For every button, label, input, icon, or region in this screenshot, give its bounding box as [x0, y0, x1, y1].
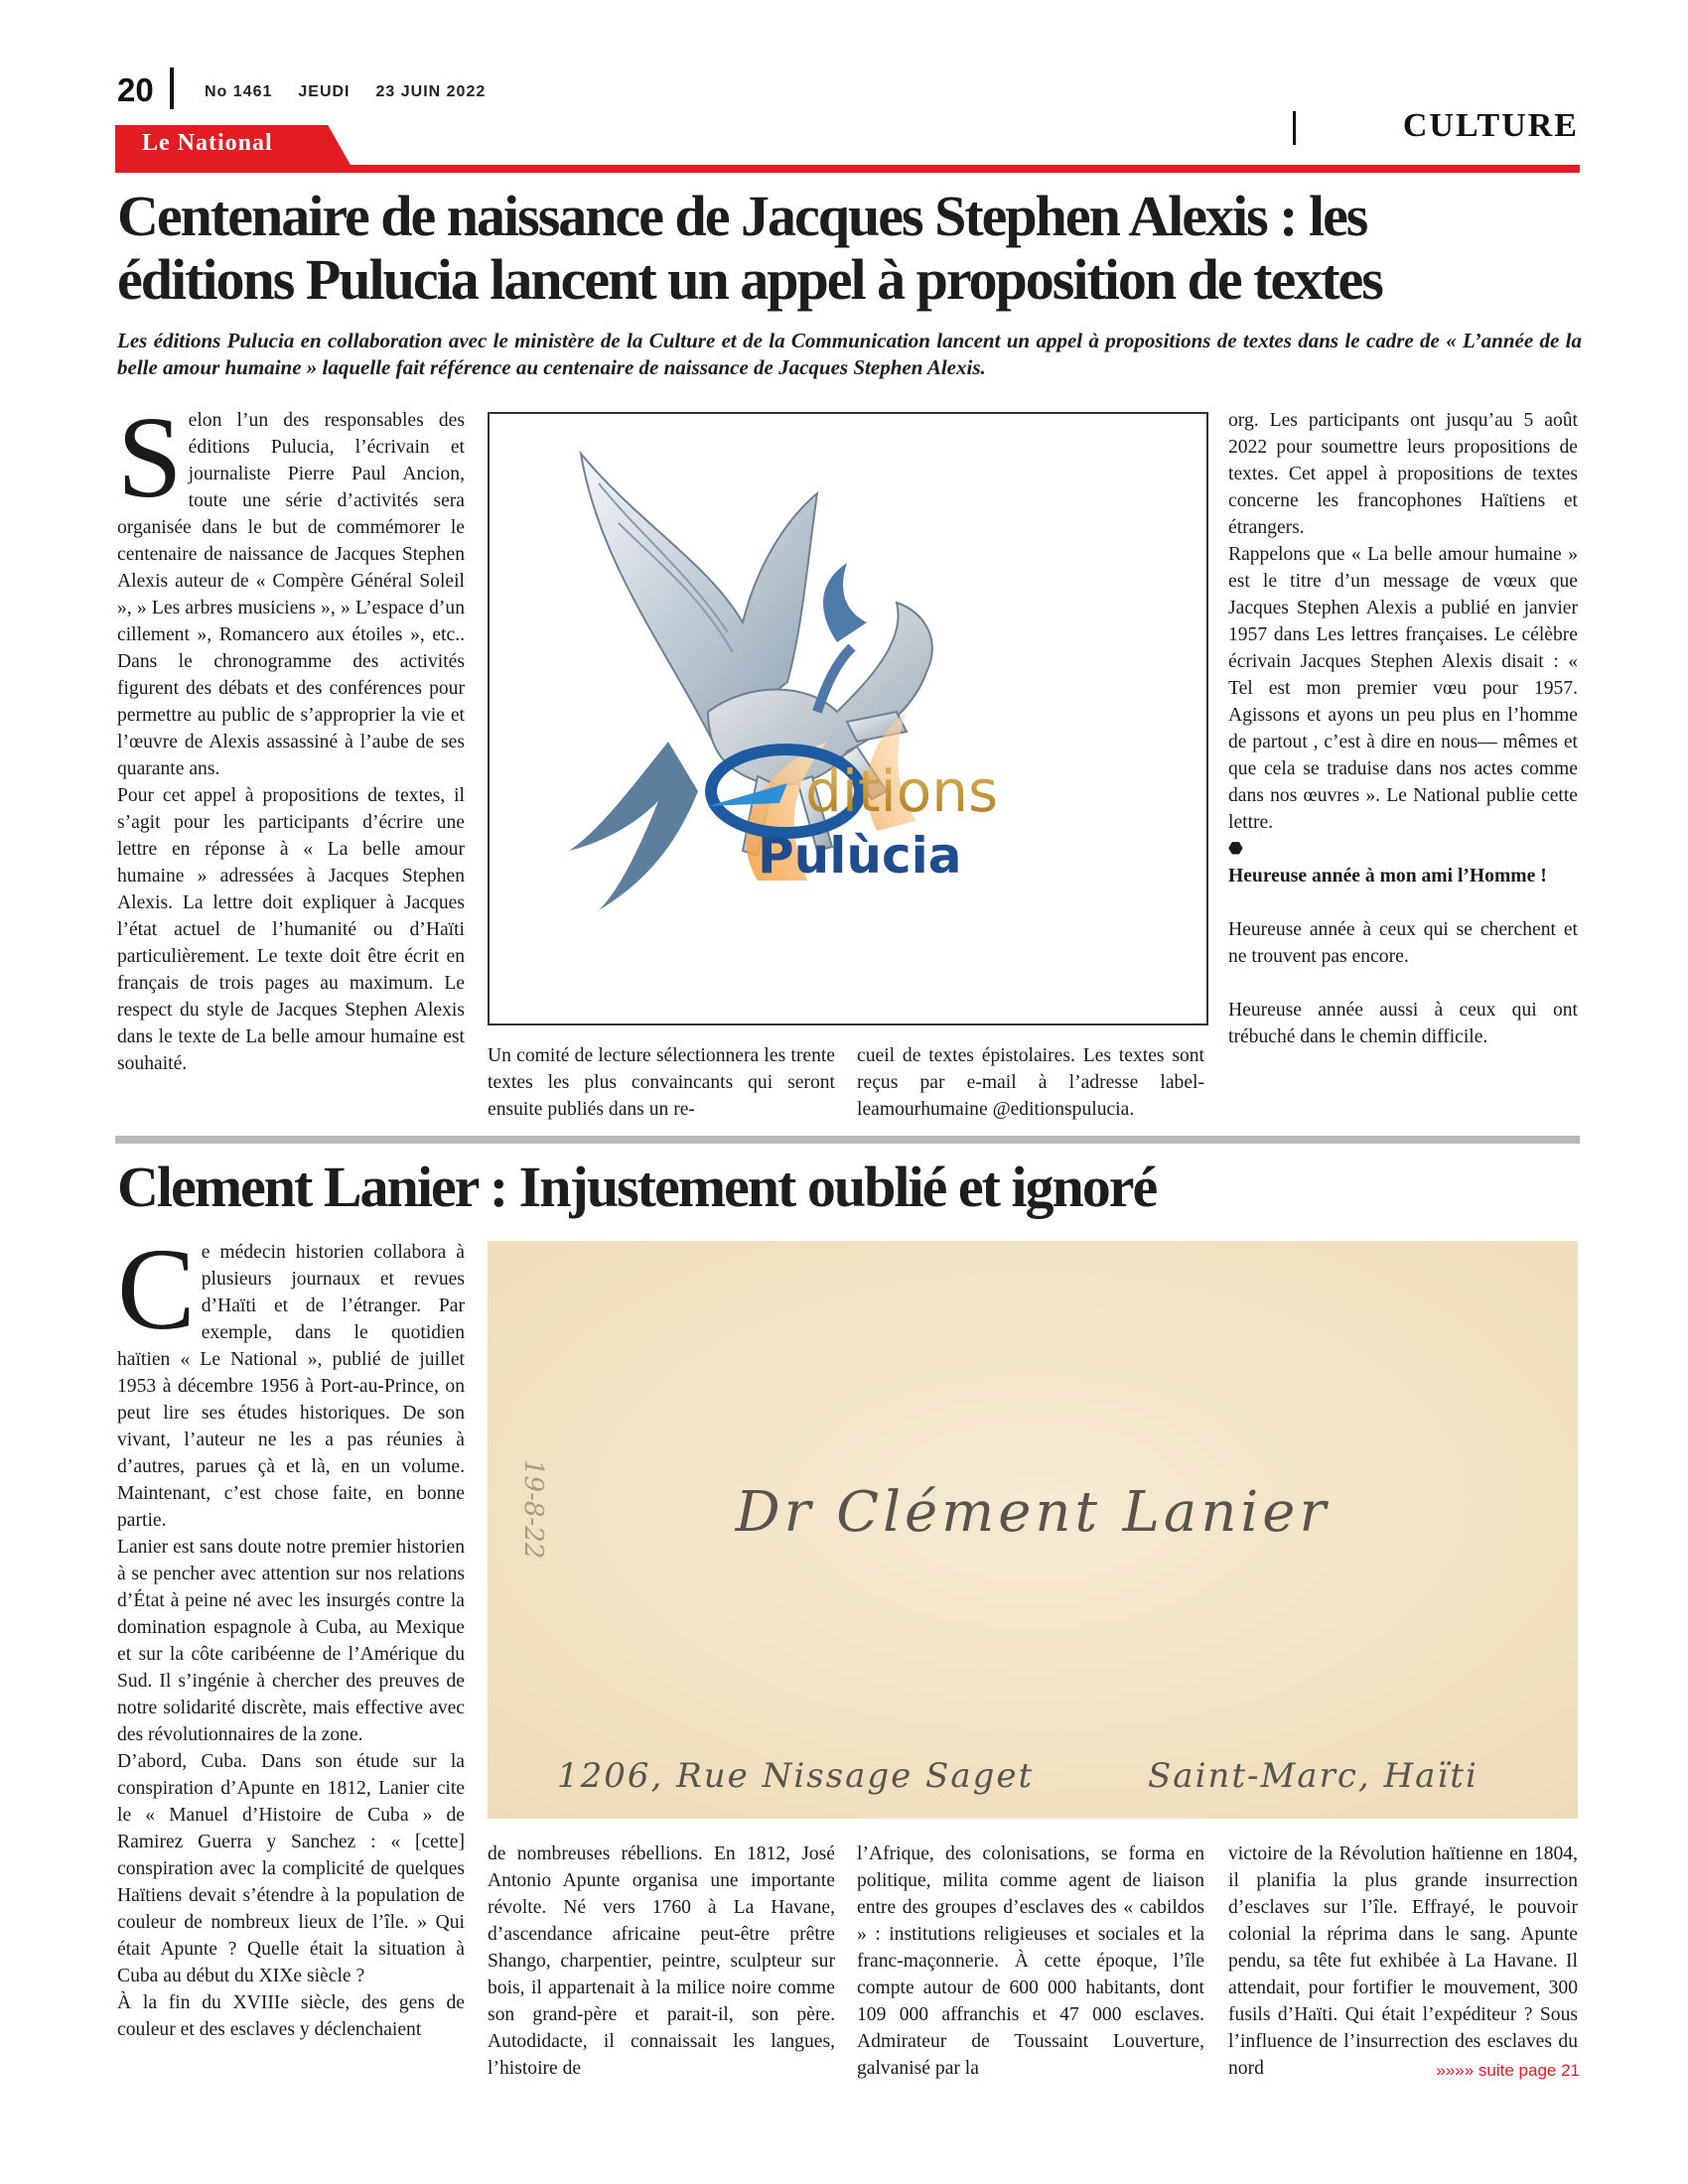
article2-col3-text: l’Afrique, des colonisations, se forma en politique, milita comme agent de liaison entre des groupes d’esclaves des « cabildos » : institutions religieuses et sociales et la franc-maçonnerie. À cette époque, l’île compte autour de 600 000 habitants, dont 109 000 affranchis et 47 000 esclaves. Admirateur de Toussaint Louverture, galvanisé par la	[857, 1843, 1204, 2079]
brand-name: Le National	[142, 130, 273, 156]
article-divider	[115, 1136, 1580, 1144]
card-pencil-note: 19-8-22	[518, 1459, 548, 1560]
article2-col1-paragraph-1: e médecin historien collabora à plusieurs journaux et revues d’Haïti et de l’étranger. Par exemple, dans le quotidien haïtien « Le National », publié de juillet 1953 à décembre 1956 à Port-au-Prince, on peut lire ses études historiques. De son vivant, l’auteur ne les a pas réunies à d’autres, parues çà et là, en un volume. Maintenant, c’est chose faite, en bonne partie.	[117, 1242, 465, 1531]
card-address: 1206, Rue Nissage Saget	[557, 1756, 1035, 1796]
article1-headline	[117, 185, 1577, 312]
continued-on-page-link[interactable]: »»»» suite page 21	[1436, 2061, 1580, 2080]
card-city: Saint-Marc, Haïti	[1148, 1756, 1478, 1796]
pegasus-logo-illustration	[490, 414, 1206, 1024]
article2-column-1	[117, 1224, 465, 2043]
article2-column-4	[1228, 1841, 1578, 2082]
article1-col2-text: Un comité de lecture sélectionnera les trente textes les plus convaincants qui seront ensuite publiés dans un re-	[488, 1045, 835, 1120]
header-rule	[115, 165, 1580, 173]
pulucia-logo-image	[488, 412, 1208, 1025]
card-name: Dr Clément Lanier	[735, 1480, 1331, 1545]
article2-col1-paragraph-3: D’abord, Cuba. Dans son étude sur la conspiration d’Apunte en 1812, Lanier cite le « Manuel d’Histoire de Cuba » de Ramirez Guerra y Sanchez : « [cette] conspiration avec la complicité de quelques Haïtiens devait s’étendre à la population de couleur de nombreux lieux de l’île. » Qui était Apunte ? Quelle était la situation à Cuba au début du XIXe siècle ?	[117, 1751, 465, 1986]
article1-col4-paragraph-2: Rappelons que « La belle amour humaine » est le titre d’un message de vœux que Jacques Stephen Alexis a publié en janvier 1957 dans Les lettres françaises. Le célèbre écrivain Jacques Stephen Alexis disait : « Tel est mon premier vœu pour 1957. Agissons et ayons un peu plus en l’homme de partout , c’est à dire en nous— mêmes et que cela se traduise dans nos actes comme dans nos œuvres ». Le National publie cette lettre.	[1228, 544, 1578, 833]
issue-meta	[205, 83, 511, 101]
article2-drop-cap: C	[117, 1224, 196, 1354]
logo-word-ditions: ditions	[805, 757, 999, 825]
article2-headline: Clement Lanier : Injustement oublié et ignoré	[117, 1155, 1157, 1219]
article1-col4-paragraph-3: Heureuse année à ceux qui se cherchent et ne trouvent pas encore.	[1228, 919, 1578, 967]
calling-card-image	[488, 1241, 1578, 1819]
article1-col1-paragraph-2: Pour cet appel à propositions de textes, il s’agit pour les participants d’écrire une lettre en réponse à « La belle amour humaine » adressées à Jacques Stephen Alexis. La lettre doit expliquer à Jacques l’état actuel de l’humanité ou d’Haïti particulièrement. Le texte doit être écrit en français de trois pages au maximum. Le respect du style de Jacques Stephen Alexis dans le texte de La belle amour humaine est souhaité.	[117, 785, 465, 1074]
bullet-icon: ⬣	[1228, 839, 1243, 859]
article1-column-3	[857, 1042, 1204, 1123]
article1-col3-text: cueil de textes épistolaires. Les textes sont reçus par e-mail à l’adresse label-leamourhumaine @editionspulucia.	[857, 1045, 1204, 1120]
article1-column-4	[1228, 407, 1578, 1050]
section-label: CULTURE	[1402, 107, 1579, 144]
page-number-divider	[170, 68, 174, 109]
article1-col4-bold-line: Heureuse année à mon ami l’Homme !	[1228, 866, 1547, 887]
article2-col2-text: de nombreuses rébellions. En 1812, José Antonio Apunte organisa une importante révolte. Né vers 1760 à La Havane, d’ascendance africaine peut-être prêtre Shango, charpentier, peintre, sculpteur sur bois, il appartenait à la milice noire comme son grand-père et parait-il, son père. Autodidacte, il connaissait les langues, l’histoire de	[488, 1843, 835, 2079]
article1-deck: Les éditions Pulucia en collaboration avec le ministère de la Culture et de la Communication lancent un appel à propositions de textes dans le cadre de « L’année de la belle amour humaine » laquelle fait référence au centenaire de naissance de Jacques Stephen Alexis.	[117, 329, 1582, 379]
article1-drop-cap: S	[117, 392, 183, 522]
article2-col1-paragraph-2: Lanier est sans doute notre premier historien à se pencher avec attention sur nos relations d’État à peine né avec les insurgés contre la domination espagnole à Cuba, au Mexique et sur la côte caribéenne de l’Amérique du Sud. Il s’ingénie à chercher des preuves de notre solidarité discrète, mais effective avec des révolutionnaires de la zone.	[117, 1537, 465, 1745]
article1-col4-paragraph-4: Heureuse année aussi à ceux qui ont trébuché dans le chemin difficile.	[1228, 1000, 1578, 1047]
issue-day: JEUDI	[298, 83, 351, 100]
section-divider	[1293, 111, 1296, 145]
issue-date: 23 JUIN 2022	[375, 83, 487, 100]
article2-column-2	[488, 1841, 835, 2082]
issue-number: No 1461	[205, 83, 273, 100]
calling-card-photo	[488, 1241, 1578, 1819]
article2-col1-paragraph-4: À la fin du XVIIIe siècle, des gens de couleur et des esclaves y déclenchaient	[117, 1992, 465, 2040]
article1-headline-line2: éditions Pulucia lancent un appel à proposition de textes	[117, 247, 1382, 312]
article1-column-1	[117, 392, 465, 1077]
page-number: 20	[117, 71, 154, 108]
logo-word-pulucia: Pulùcia	[758, 827, 962, 885]
article1-column-2	[488, 1042, 835, 1123]
article2-col4-text: victoire de la Révolution haïtienne en 1804, il planifia la plus grande insurrection d’esclaves sur l’île. Effrayé, le pouvoir colonial la réprima dans le sang. Apunte pendu, sa tête fut exhibée à La Havane. Il attendait, pour fortifier le mouvement, 300 fusils d’Haïti. Qui était l’expéditeur ? Sous l’influence de l’insurrection des esclaves du nord	[1228, 1843, 1578, 2079]
article2-column-3	[857, 1841, 1204, 2082]
article1-headline-line1: Centenaire de naissance de Jacques Stephen Alexis : les	[117, 184, 1367, 248]
article1-col1-paragraph-1: elon l’un des responsables des éditions Pulucia, l’écrivain et journaliste Pierre Paul Ancion, toute une série d’activités sera organisée dans le but de commémorer le centenaire de naissance de Jacques Stephen Alexis auteur de « Compère Général Soleil », » Les arbres musiciens », » L’espace d’un cillement », Romancero aux étoiles », etc.. Dans le chronogramme des activités figurent des débats et des conférences pour permettre au public de s’approprier la vie et l’œuvre de Alexis assassiné à l’aube de ses quarante ans.	[117, 410, 465, 779]
article1-col4-paragraph-1: org. Les participants ont jusqu’au 5 août 2022 pour soumettre leurs propositions de textes. Cet appel à propositions de textes concerne les francophones Haïtiens et étrangers.	[1228, 410, 1578, 538]
